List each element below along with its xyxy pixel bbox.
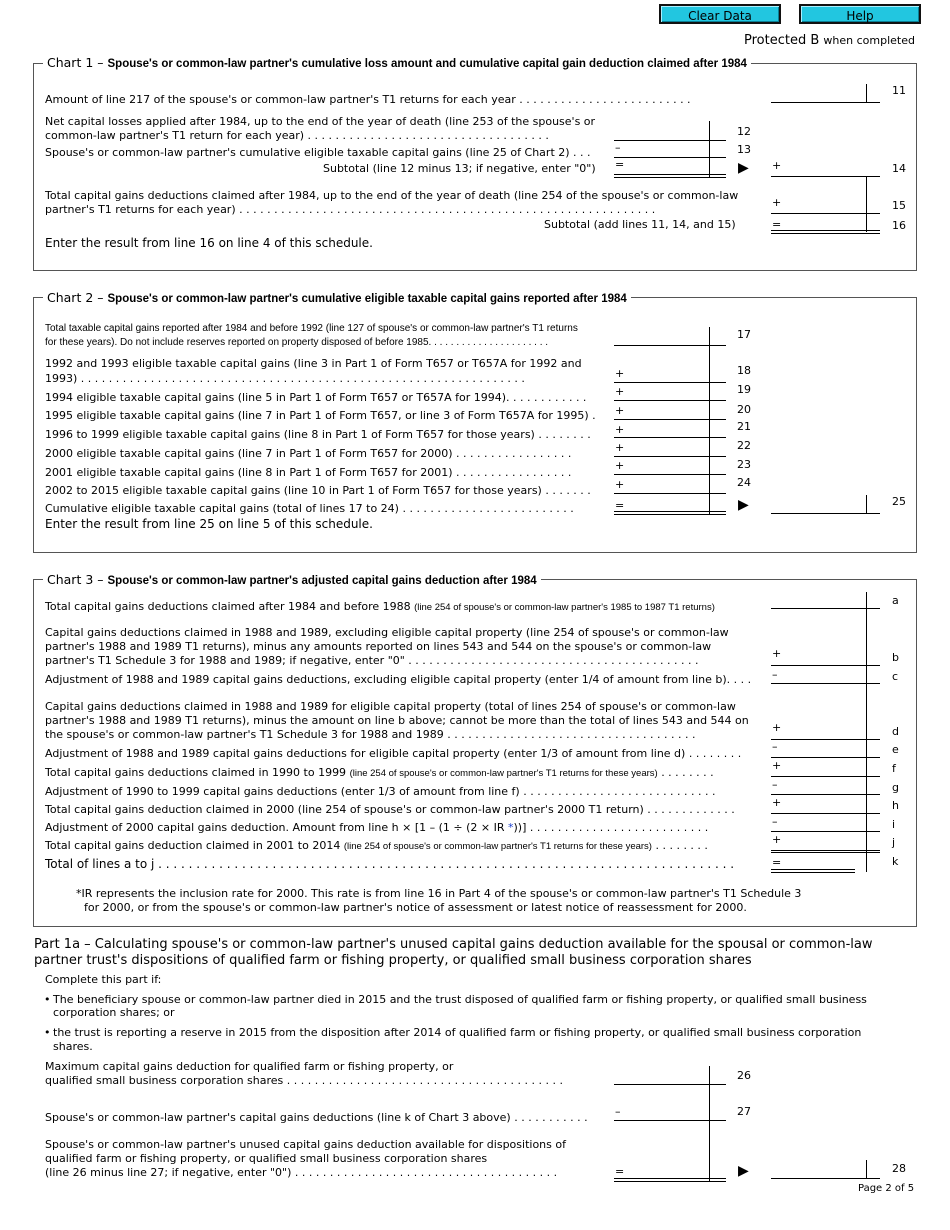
line-f-field[interactable] <box>771 776 880 777</box>
arrow-right-icon: ▶ <box>738 497 749 513</box>
line-c-field[interactable] <box>771 683 880 684</box>
line-number-24: 24 <box>737 476 751 489</box>
line-number-26: 26 <box>737 1069 751 1082</box>
chart2-note: Enter the result from line 25 on line 5 of this schedule. <box>45 517 373 531</box>
line-d-field[interactable] <box>771 739 880 740</box>
chart1-line12-text-b: common-law partner's T1 return for each year) . . . . . . . . . . . . . . . . . . . . . . . . . . . . . . . . . . . <box>45 129 549 142</box>
equals-sign: = <box>772 856 782 869</box>
line-letter-a: a <box>892 594 899 607</box>
part1a-line26-text-b: qualified small business corporation shares . . . . . . . . . . . . . . . . . . . . . . . . . . . . . . . . . . . . . . . . <box>45 1074 564 1087</box>
chart3-footnote-2: for 2000, or from the spouse's or common-law partner's notice of assessment or latest notice of reassessment for 2000. <box>84 901 747 914</box>
chart3-line-d-text-3: the spouse's or common-law partner's T1 Schedule 3 for 1988 and 1989 . . . . . . . . . . . . . . . . . . . . . . . . . . . . . . . . . . . . <box>45 728 696 741</box>
line-b-field[interactable] <box>771 665 880 666</box>
part1a-bullet-1-b: corporation shares; or <box>53 1006 175 1019</box>
line-13-field[interactable] <box>614 157 726 158</box>
part1a-title-1: Part 1a – Calculating spouse's or common-law partner's unused capital gains deduction available for the spousal or common-law <box>34 937 873 952</box>
chart2-line17-text-b: for these years). Do not include reserves reported on property disposed of before 1985. . . . . . . . . . . . . . . . . . . . . . <box>45 337 549 348</box>
line-number-12: 12 <box>737 125 751 138</box>
chart3-line-g-text: Adjustment of 1990 to 1999 capital gains deductions (enter 1/3 of amount from line f) . . . . . . . . . . . . . . . . . . . . . . . . . . . . <box>45 785 716 798</box>
chart3-line-b-text-2: partner's 1988 and 1989 T1 returns), minus any amounts reported on lines 543 and 544 on the spouse's or common-law <box>45 640 712 653</box>
bullet-icon: • <box>44 993 51 1006</box>
plus-sign: + <box>615 404 625 417</box>
line-26-field[interactable] <box>614 1084 726 1085</box>
line-a-field[interactable] <box>771 608 880 609</box>
chart3-footnote-1: *IR represents the inclusion rate for 2000. This rate is from line 16 in Part 4 of the spouse's or common-law partner's T1 Schedule 3 <box>76 887 802 900</box>
plus-sign: + <box>615 367 625 380</box>
line-number-15: 15 <box>892 199 906 212</box>
line-18-field[interactable] <box>614 382 726 383</box>
chart2-line23-text: 2001 eligible taxable capital gains (line 8 in Part 1 of Form T657 for 2001) . . . . . . . . . . . . . . . . . <box>45 466 572 479</box>
line-j-field[interactable] <box>771 850 880 851</box>
chart1-note: Enter the result from line 16 on line 4 of this schedule. <box>45 236 373 250</box>
chart3-line-e-text: Adjustment of 1988 and 1989 capital gains deductions for eligible capital property (enter 1/3 of amount from line d) . . . . . . . . <box>45 747 742 760</box>
minus-sign: – <box>615 1105 621 1118</box>
part1a-line26-text-a: Maximum capital gains deduction for qualified farm or fishing property, or <box>45 1060 454 1073</box>
plus-sign: + <box>772 196 782 209</box>
line-e-field[interactable] <box>771 757 880 758</box>
page-number: Page 2 of 5 <box>858 1183 915 1194</box>
chart1-line11-text: Amount of line 217 of the spouse's or common-law partner's T1 returns for each year . . . . . . . . . . . . . . . . . . . . . . . . . <box>45 93 691 106</box>
line-27-field[interactable] <box>614 1120 726 1121</box>
line-letter-e: e <box>892 743 899 756</box>
part1a-line28-text-b: qualified farm or fishing property, or qualified small business corporation shares <box>45 1152 488 1165</box>
chart3-heading: Chart 3 – Spouse's or common-law partner's adjusted capital gains deduction after 1984 <box>43 572 541 589</box>
chart1-line12-text-a: Net capital losses applied after 1984, up to the end of the year of death (line 253 of the spouse's or <box>45 115 596 128</box>
chart1-heading: Chart 1 – Spouse's or common-law partner's cumulative loss amount and cumulative capital gain deduction claimed after 1984 <box>43 55 751 72</box>
line-number-21: 21 <box>737 420 751 433</box>
minus-sign: – <box>615 141 621 154</box>
plus-sign: + <box>615 385 625 398</box>
line-20-field[interactable] <box>614 419 726 420</box>
line-23-field[interactable] <box>614 474 726 475</box>
part1a-bullet-2-a: the trust is reporting a reserve in 2015 from the disposition after 2014 of qualified farm or fishing property, or qualified small business corporation <box>53 1026 862 1039</box>
plus-sign: + <box>772 796 782 809</box>
line-25-field[interactable] <box>771 513 880 514</box>
chart3-line-h-text: Total capital gains deduction claimed in 2000 (line 254 of spouse's or common-law partner's 2000 T1 return) . . . . . . . . . . . . . <box>45 803 735 816</box>
plus-sign: + <box>615 478 625 491</box>
line-number-25: 25 <box>892 495 906 508</box>
minus-sign: – <box>772 815 778 828</box>
plus-sign: + <box>772 721 782 734</box>
chart1-line15-text-b: partner's T1 returns for each year) . . . . . . . . . . . . . . . . . . . . . . . . . . . . . . . . . . . . . . . . . . . . . . . . . . . . . . . . . . . . <box>45 203 656 216</box>
help-button[interactable]: Help <box>799 4 921 24</box>
chart3-line-d-text-2: partner's 1988 and 1989 T1 returns), minus the amount on line b above; cannot be more than the total of lines 543 and 544 on <box>45 714 749 727</box>
part1a-title-2: partner trust's dispositions of qualified farm or fishing property, or qualified small business corporation shares <box>34 953 752 968</box>
line-letter-i: i <box>892 818 896 831</box>
line-number-18: 18 <box>737 364 751 377</box>
plus-sign: + <box>772 647 782 660</box>
plus-sign: + <box>772 833 782 846</box>
line-14-field[interactable] <box>771 176 880 177</box>
line-letter-k: k <box>892 855 899 868</box>
line-21-field[interactable] <box>614 437 726 438</box>
line-number-17: 17 <box>737 328 751 341</box>
arrow-right-icon: ▶ <box>738 160 749 176</box>
line-letter-c: c <box>892 670 899 683</box>
line-15-field[interactable] <box>771 213 880 214</box>
line-24-field[interactable] <box>614 493 726 494</box>
line-letter-g: g <box>892 781 899 794</box>
line-number-23: 23 <box>737 458 751 471</box>
line-number-19: 19 <box>737 383 751 396</box>
chart1-line16-text: Subtotal (add lines 11, 14, and 15) <box>544 218 736 231</box>
line-number-14: 14 <box>892 162 906 175</box>
line-letter-j: j <box>892 836 896 849</box>
chart2-line18-text-a: 1992 and 1993 eligible taxable capital gains (line 3 in Part 1 of Form T657 or T657A for 1992 and <box>45 357 582 370</box>
line-17-field[interactable] <box>614 345 726 346</box>
line-letter-h: h <box>892 799 899 812</box>
line-number-11: 11 <box>892 84 906 97</box>
chart2-line21-text: 1996 to 1999 eligible taxable capital gains (line 8 in Part 1 of Form T657 for those years) . . . . . . . . <box>45 428 591 441</box>
asterisk-note-link[interactable]: * <box>508 821 514 834</box>
chart2-line24-text: 2002 to 2015 eligible taxable capital gains (line 10 in Part 1 of Form T657 for those years) . . . . . . . <box>45 484 591 497</box>
line-letter-b: b <box>892 651 899 664</box>
part1a-line28-text-a: Spouse's or common-law partner's unused capital gains deduction available for dispositions of <box>45 1138 566 1151</box>
chart2-line25-text: Cumulative eligible taxable capital gains (total of lines 17 to 24) . . . . . . . . . . . . . . . . . . . . . . . . . <box>45 502 574 515</box>
equals-sign: = <box>615 158 625 171</box>
chart3-line-a-text: Total capital gains deductions claimed after 1984 and before 1988 (line 254 of spouse's or common-law partner's 1985 to 1987 T1 returns) <box>45 600 715 613</box>
chart3-line-f-text: Total capital gains deductions claimed in 1990 to 1999 (line 254 of spouse's or common-law partner's T1 returns for these years) . . . . . . . . <box>45 766 714 779</box>
part1a-bullet-2-b: shares. <box>53 1040 93 1053</box>
equals-sign: = <box>615 1165 625 1178</box>
clear-data-button[interactable]: Clear Data <box>659 4 781 24</box>
chart3-line-i-text: Adjustment of 2000 capital gains deduction. Amount from line h × [1 – (1 ÷ (2 × IR *))] . . . . . . . . . . . . . . . . . . . . . . . . . . <box>45 821 709 834</box>
line-22-field[interactable] <box>614 456 726 457</box>
chart3-line-b-text-3: partner's T1 Schedule 3 for 1988 and 1989; if negative, enter "0" . . . . . . . . . . . . . . . . . . . . . . . . . . . . . . . . . . . . . . . . . . <box>45 654 699 667</box>
line-k-field[interactable] <box>771 869 855 873</box>
line-number-22: 22 <box>737 439 751 452</box>
line-i-field[interactable] <box>771 831 880 832</box>
chart2-line19-text: 1994 eligible taxable capital gains (line 5 in Part 1 of Form T657 or T657A for 1994). . . . . . . . . . . . <box>45 391 587 404</box>
part1a-bullet-1-a: The beneficiary spouse or common-law partner died in 2015 and the trust disposed of qualified farm or fishing property, or qualified small business <box>53 993 867 1006</box>
line-12-field[interactable] <box>614 140 726 141</box>
line-h-field[interactable] <box>771 813 880 814</box>
minus-sign: – <box>772 778 778 791</box>
plus-sign: + <box>615 423 625 436</box>
chart3-line-j-text: Total capital gains deduction claimed in 2001 to 2014 (line 254 of spouse's or common-law partner's T1 returns for these years) . . . . . . . . <box>45 839 708 852</box>
chart1-line14-text: Subtotal (line 12 minus 13; if negative, enter "0") <box>323 162 596 175</box>
chart1-line13-text: Spouse's or common-law partner's cumulative eligible taxable capital gains (line 25 of Chart 2) . . . <box>45 146 591 159</box>
part1a-complete-if: Complete this part if: <box>45 973 162 986</box>
plus-sign: + <box>615 459 625 472</box>
chart1-line15-text-a: Total capital gains deductions claimed after 1984, up to the end of the year of death (line 254 of the spouse's or common-law <box>45 189 739 202</box>
part1a-line28-text-c: (line 26 minus line 27; if negative, enter "0") . . . . . . . . . . . . . . . . . . . . . . . . . . . . . . . . . . . . . . <box>45 1166 558 1179</box>
plus-sign: + <box>615 441 625 454</box>
minus-sign: – <box>772 740 778 753</box>
line-number-20: 20 <box>737 403 751 416</box>
chart3-line-d-text-1: Capital gains deductions claimed in 1988 and 1989 for eligible capital property (total of lines 254 of spouse's or common-law <box>45 700 736 713</box>
line-28-field[interactable] <box>771 1178 880 1179</box>
equals-sign: = <box>615 499 625 512</box>
plus-sign: + <box>772 159 782 172</box>
chart2-line17-text-a: Total taxable capital gains reported after 1984 and before 1992 (line 127 of spouse's or common-law partner's T1 returns <box>45 323 578 334</box>
chart2-line18-text-b: 1993) . . . . . . . . . . . . . . . . . . . . . . . . . . . . . . . . . . . . . . . . . . . . . . . . . . . . . . . . . . . . . . . . <box>45 372 525 385</box>
line-letter-d: d <box>892 725 899 738</box>
minus-sign: – <box>772 668 778 681</box>
bullet-icon: • <box>44 1026 51 1039</box>
line-g-field[interactable] <box>771 794 880 795</box>
arrow-right-icon: ▶ <box>738 1163 749 1179</box>
plus-sign: + <box>772 759 782 772</box>
chart3-line-c-text: Adjustment of 1988 and 1989 capital gains deductions, excluding eligible capital property (enter 1/4 of amount from line b). . . . <box>45 673 752 686</box>
chart2-line22-text: 2000 eligible taxable capital gains (line 7 in Part 1 of Form T657 for 2000) . . . . . . . . . . . . . . . . . <box>45 447 572 460</box>
line-number-13: 13 <box>737 143 751 156</box>
chart3-line-k-text: Total of lines a to j . . . . . . . . . . . . . . . . . . . . . . . . . . . . . . . . . . . . . . . . . . . . . . . . . . . . . . . . . . . . . . . . . . . . . . . . . . . . <box>45 857 735 871</box>
protected-label: Protected B when completed <box>744 33 915 48</box>
equals-sign: = <box>772 218 782 231</box>
line-number-16: 16 <box>892 219 906 232</box>
part1a-line27-text: Spouse's or common-law partner's capital gains deductions (line k of Chart 3 above) . . . . . . . . . . . <box>45 1111 588 1124</box>
line-number-28: 28 <box>892 1162 906 1175</box>
chart2-heading: Chart 2 – Spouse's or common-law partner's cumulative eligible taxable capital gains reported after 1984 <box>43 290 631 307</box>
chart2-line20-text: 1995 eligible taxable capital gains (line 7 in Part 1 of Form T657, or line 3 of Form T657A for 1995) . <box>45 409 596 422</box>
line-number-27: 27 <box>737 1105 751 1118</box>
line-16-field[interactable] <box>771 230 880 234</box>
line-19-field[interactable] <box>614 400 726 401</box>
chart3-line-b-text-1: Capital gains deductions claimed in 1988 and 1989, excluding eligible capital property (line 254 of spouse's or common-law <box>45 626 729 639</box>
line-letter-f: f <box>892 762 896 775</box>
